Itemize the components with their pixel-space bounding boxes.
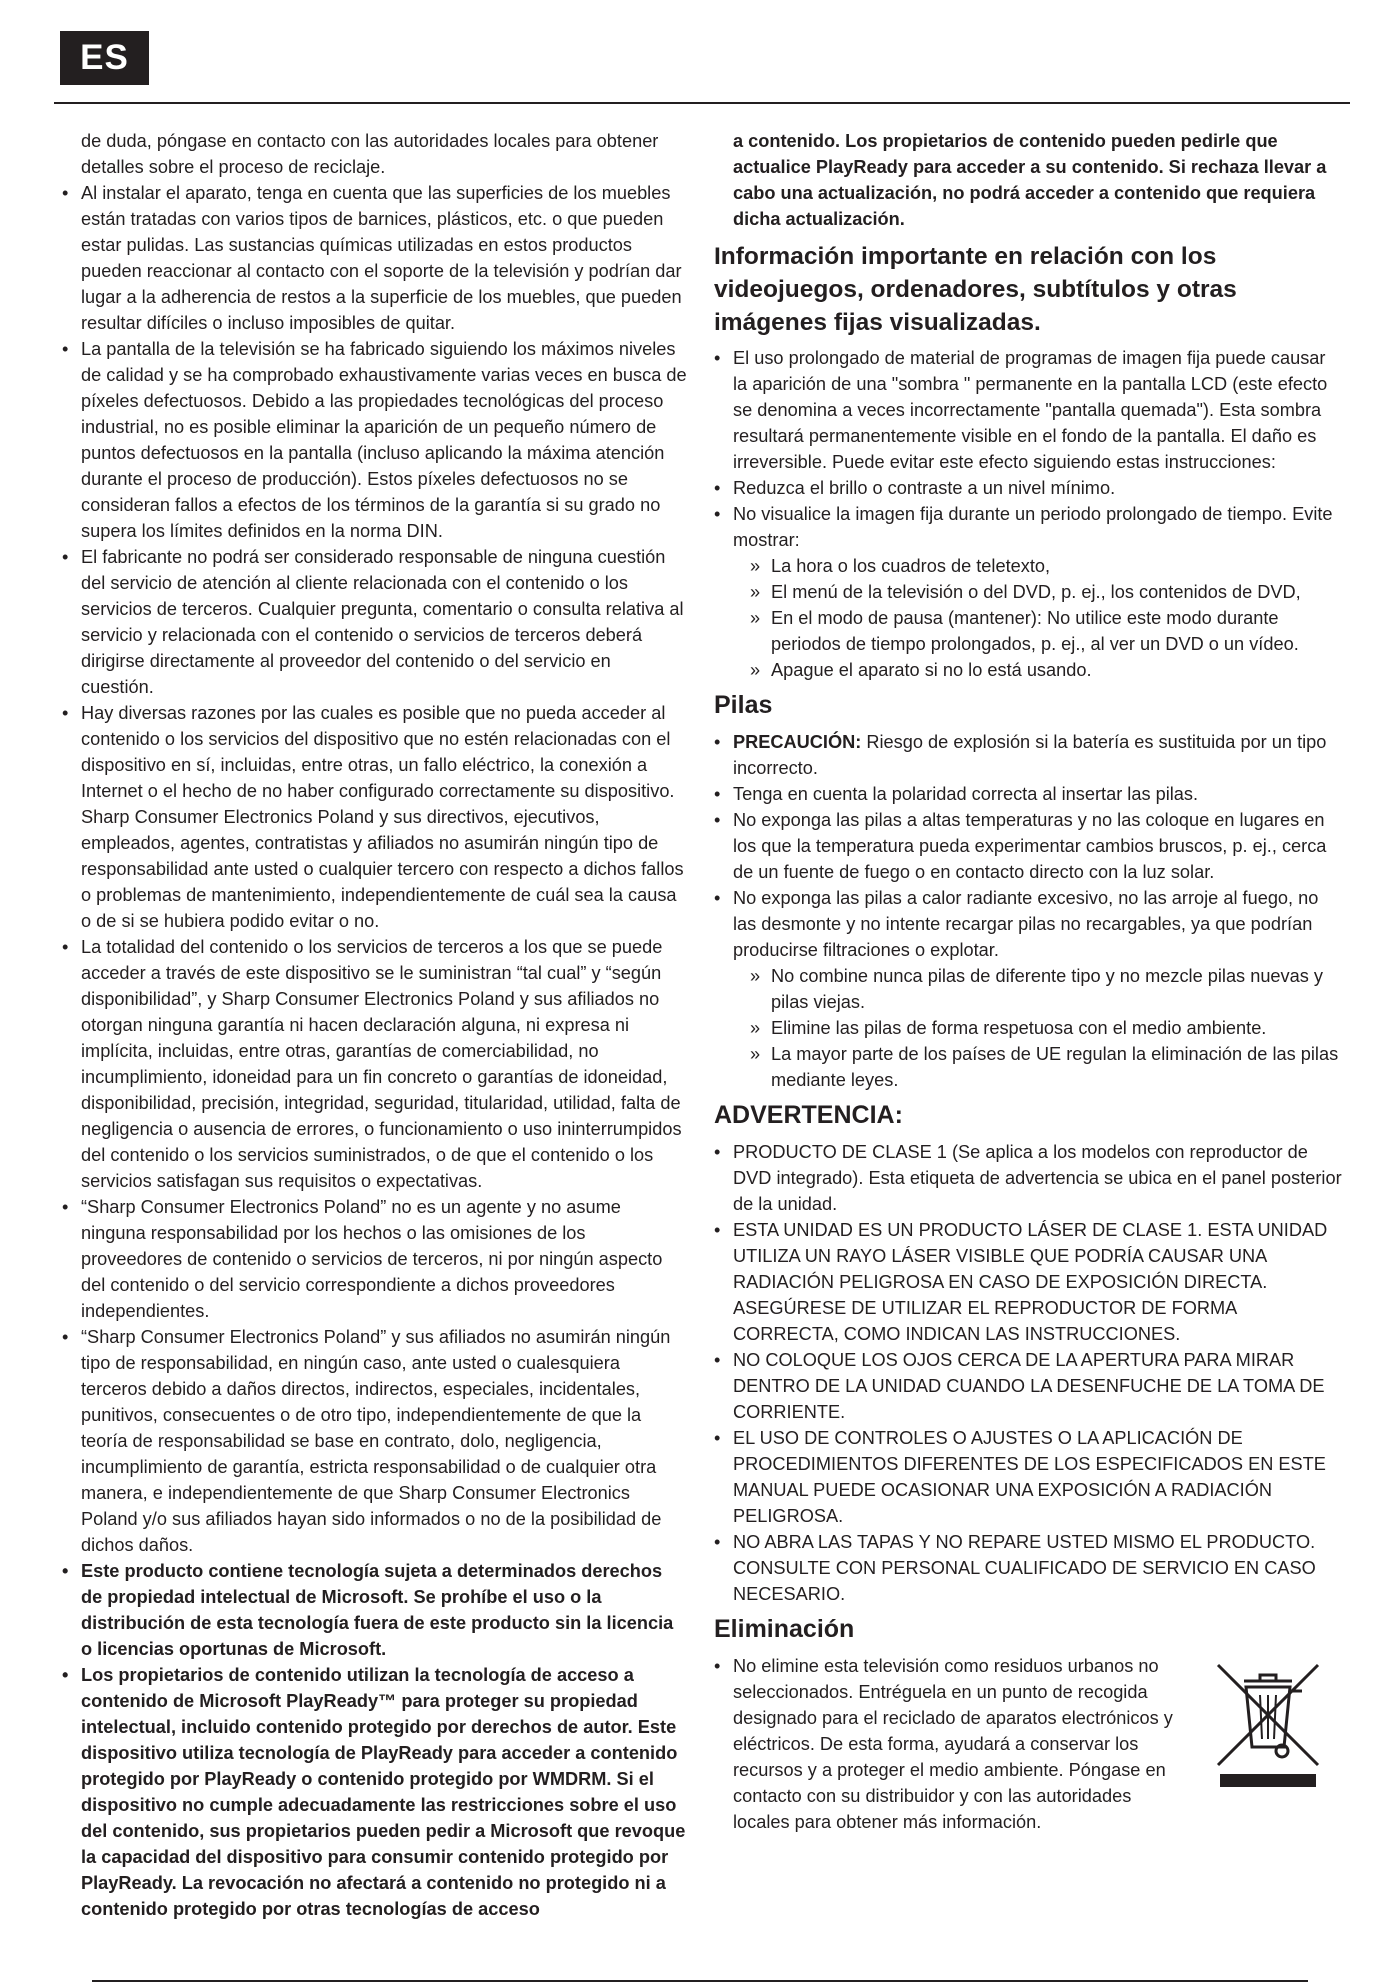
warning-heading: ADVERTENCIA: [714, 1101, 903, 1129]
recycling-intro-continuation: de duda, póngase en contacto con las autoridades locales para obtener detalles sobre el proceso de reciclaje. [81, 131, 659, 177]
avoid-item: » En el modo de pausa (mantener): No utilice este modo durante periodos de tiempo prolongados, p. ej., al ver un DVD o un vídeo. [733, 605, 1342, 657]
footer-divider [92, 1980, 1308, 1982]
battery-note: • Tenga en cuenta la polaridad correcta al insertar las pilas. [714, 781, 1342, 807]
avoid-item: » Apague el aparato si no lo está usando. [733, 657, 1342, 683]
crossed-out-wheelie-bin-icon [1214, 1661, 1322, 1789]
battery-caution [714, 729, 1342, 781]
battery-heat-text: No exponga las pilas a calor radiante excesivo, no las arroje al fuego, no las desmonte y no intente recargar pilas no recargables, ya que podrían producirse filtraciones o explotar. [733, 888, 1319, 960]
still-images-heading: Información importante en relación con los videojuegos, ordenadores, subtítulos y otras imágenes fijas visualizadas. [714, 243, 1237, 336]
battery-sub-item: » No combine nunca pilas de diferente tipo y no mezcle pilas nuevas y pilas viejas. [733, 963, 1342, 1015]
note-service-access: • Hay diversas razones por las cuales es posible que no pueda acceder al contenido o los servicios del dispositivo que no estén relacionadas con el dispositivo en sí, incluidas, entre otras, un fallo eléctrico, la conexión a Internet o el hecho de no haber configurado correctamente su dispositivo. Sharp Consumer Electronics Poland y sus directivos, ejecutivos, empleados, agentes, contratistas y afiliados no asumirán ningún tipo de responsabilidad ante usted o cualquier tercero con respecto a dichos fallos o problemas de mantenimiento, independientemente de cuál sea la causa o de si se hubiera podido evitar o no. [62, 700, 687, 934]
warning-item: • ESTA UNIDAD ES UN PRODUCTO LÁSER DE CLASE 1. ESTA UNIDAD UTILIZA UN RAYO LÁSER VISIBLE QUE PODRÍA CAUSAR UNA RADIACIÓN PELIGROSA EN CASO DE EXPOSICIÓN DIRECTA. ASEGÚRESE DE UTILIZAR EL REPRODUCTOR DE FORMA CORRECTA, COMO INDICAN LAS INSTRUCCIONES. [714, 1217, 1342, 1347]
note-liability: • “Sharp Consumer Electronics Poland” y sus afiliados no asumirán ningún tipo de responsabilidad, en ningún caso, ante usted o cualesquiera terceros debido a daños directos, indirectos, especiales, incidentales, punitivos, consecuentes o de otro tipo, independientemente de que la teoría de responsabilidad se base en contrato, dolo, negligencia, incumplimiento de garantía, estricta responsabilidad o de cualquier otra manera, e independientemente de que Sharp Consumer Electronics Poland y/o sus afiliados hayan sido informados o no de la posibilidad de dichos daños. [62, 1324, 687, 1558]
battery-sub-item: » Elimine las pilas de forma respetuosa con el medio ambiente. [733, 1015, 1342, 1041]
batteries-heading: Pilas [714, 691, 773, 719]
caution-label: PRECAUCIÓN: [733, 732, 862, 752]
battery-note [714, 885, 1342, 1093]
header-divider [54, 102, 1350, 104]
warning-item: • EL USO DE CONTROLES O AJUSTES O LA APLICACIÓN DE PROCEDIMIENTOS DIFERENTES DE LOS ESPECIFICADOS EN ESTE MANUAL PUEDE OCASIONAR UNA EXPOSICIÓN A RADIACIÓN PELIGROSA. [714, 1425, 1342, 1529]
left-column [62, 128, 687, 1922]
language-badge: ES [60, 31, 149, 85]
disposal-note: • No elimine esta televisión como residuos urbanos no seleccionados. Entréguela en un punto de recogida designado para el reciclado de aparatos electrónicos y eléctricos. De esta forma, ayudará a conservar los recursos y a proteger el medio ambiente. Póngase en contacto con su distribuidor y con las autoridades locales para obtener más información. [714, 1653, 1192, 1835]
note-microsoft-ip: • Este producto contiene tecnología sujeta a determinados derechos de propiedad intelectual de Microsoft. Se prohíbe el uso o la distribución de esta tecnología fuera de este producto sin la licencia o licencias oportunas de Microsoft. [62, 1558, 687, 1662]
avoid-still-image-note [714, 501, 1342, 683]
warning-item: • NO COLOQUE LOS OJOS CERCA DE LA APERTURA PARA MIRAR DENTRO DE LA UNIDAD CUANDO LA DESENFUCHE DE LA TOMA DE CORRIENTE. [714, 1347, 1342, 1425]
note-not-agent: • “Sharp Consumer Electronics Poland” no es un agente y no asume ninguna responsabilidad por los hechos o las omisiones de los proveedores de contenido o servicios de terceros, ni por ningún aspecto del contenido o del servicio correspondiente a dichos proveedores independientes. [62, 1194, 687, 1324]
note-as-is-warranty: • La totalidad del contenido o los servicios de terceros a los que se puede acceder a través de este dispositivo se le suministran “tal cual” y “según disponibilidad”, y Sharp Consumer Electronics Poland y sus afiliados no otorgan ninguna garantía ni hacen declaración alguna, ni expresa ni implícita, incluidas, entre otras, garantías de comerciabilidad, no incumplimiento, idoneidad para un fin concreto o garantías de idoneidad, disponibilidad, precisión, integridad, seguridad, titularidad, utilidad, falta de negligencia o ausencia de errores, o funcionamiento o uso ininterrumpidos del contenido o los servicios suministrados, o de que el contenido o los servicios satisfagan sus requisitos o expectativas. [62, 934, 687, 1194]
still-images-list [714, 345, 1342, 683]
battery-sub-item: » La mayor parte de los países de UE regulan la eliminación de las pilas mediante leyes. [733, 1041, 1342, 1093]
safety-notes-list [62, 180, 687, 1922]
avoid-still-image-text: No visualice la imagen fija durante un periodo prolongado de tiempo. Evite mostrar: [733, 504, 1333, 550]
batteries-list [714, 729, 1342, 1093]
still-image-burn-in-note: • El uso prolongado de material de programas de imagen fija puede causar la aparición de una "sombra " permanente en la pantalla LCD (este efecto se denomina a veces incorrectamente "pantalla quemada"). Esta sombra resultará permanentemente visible en el fondo de la pantalla. El daño es irreversible. Puede evitar este efecto siguiendo estas instrucciones: [714, 345, 1342, 475]
warning-item: • PRODUCTO DE CLASE 1 (Se aplica a los modelos con reproductor de DVD integrado). Esta etiqueta de advertencia se ubica en el panel posterior de la unidad. [714, 1139, 1342, 1217]
disposal-section [714, 1653, 1342, 1835]
avoid-item: » La hora o los cuadros de teletexto, [733, 553, 1342, 579]
note-playready: • Los propietarios de contenido utilizan la tecnología de acceso a contenido de Microsoft PlayReady™ para proteger su propiedad intelectual, incluido contenido protegido por derechos de autor. Este dispositivo utiliza tecnología de PlayReady para acceder a contenido protegido por PlayReady o contenido protegido por WMDRM. Si el dispositivo no cumple adecuadamente las restricciones sobre el uso del contenido, sus propietarios pueden pedir a Microsoft que revoque la capacidad del dispositivo para consumir contenido protegido por PlayReady. La revocación no afectará a contenido no protegido ni a contenido protegido por otras tecnologías de acceso [62, 1662, 687, 1922]
warning-item: • NO ABRA LAS TAPAS Y NO REPARE USTED MISMO EL PRODUCTO. CONSULTE CON PERSONAL CUALIFICADO DE SERVICIO EN CASO NECESARIO. [714, 1529, 1342, 1607]
avoid-item: » El menú de la televisión o del DVD, p. ej., los contenidos de DVD, [733, 579, 1342, 605]
note-defective-pixels: • La pantalla de la televisión se ha fabricado siguiendo los máximos niveles de calidad y se ha comprobado exhaustivamente varias veces en busca de píxeles defectuosos. Debido a las propiedades tecnológicas del proceso industrial, no es posible eliminar la aparición de un pequeño número de puntos defectuosos en la pantalla (incluso aplicando la máxima atención durante el proceso de producción). Estos píxeles defectuosos no se consideran fallos a efectos de los términos de la garantía si su grado no supera los límites definidos en la norma DIN. [62, 336, 687, 544]
warning-list [714, 1139, 1342, 1607]
reduce-brightness-note: • Reduzca el brillo o contraste a un nivel mínimo. [714, 475, 1342, 501]
battery-sub-list [733, 963, 1342, 1093]
disposal-list [714, 1653, 1192, 1835]
note-third-party-support: • El fabricante no podrá ser considerado responsable de ninguna cuestión del servicio de atención al cliente relacionada con el contenido o los servicios de terceros. Cualquier pregunta, comentario o consulta relativa al servicio y relacionada con el contenido o servicios de terceros deberá dirigirse directamente al proveedor del contenido o del servicio en cuestión. [62, 544, 687, 700]
disposal-heading: Eliminación [714, 1615, 855, 1643]
playready-continuation: a contenido. Los propietarios de contenido pueden pedirle que actualice PlayReady para acceder a su contenido. Si rechaza llevar a cabo una actualización, no podrá acceder a contenido que requiera dicha actualización. [733, 131, 1327, 229]
battery-note: • No exponga las pilas a altas temperaturas y no las coloque en lugares en los que la temperatura pueda experimentar cambios bruscos, p. ej., cerca de un fuente de fuego o en contacto directo con la luz solar. [714, 807, 1342, 885]
note-furniture-surfaces: • Al instalar el aparato, tenga en cuenta que las superficies de los muebles están tratadas con varios tipos de barnices, plásticos, etc. o que pueden estar pulidas. Las sustancias químicas utilizadas en estos productos pueden reaccionar al contacto con el soporte de la televisión y podrían dar lugar a la adherencia de restos a la superficie de los muebles, que pueden resultar difíciles o incluso imposibles de quitar. [62, 180, 687, 336]
caution-text: Riesgo de explosión si la batería es sustituida por un tipo incorrecto. [733, 732, 1327, 778]
avoid-list [733, 553, 1342, 683]
right-column [714, 128, 1342, 1835]
